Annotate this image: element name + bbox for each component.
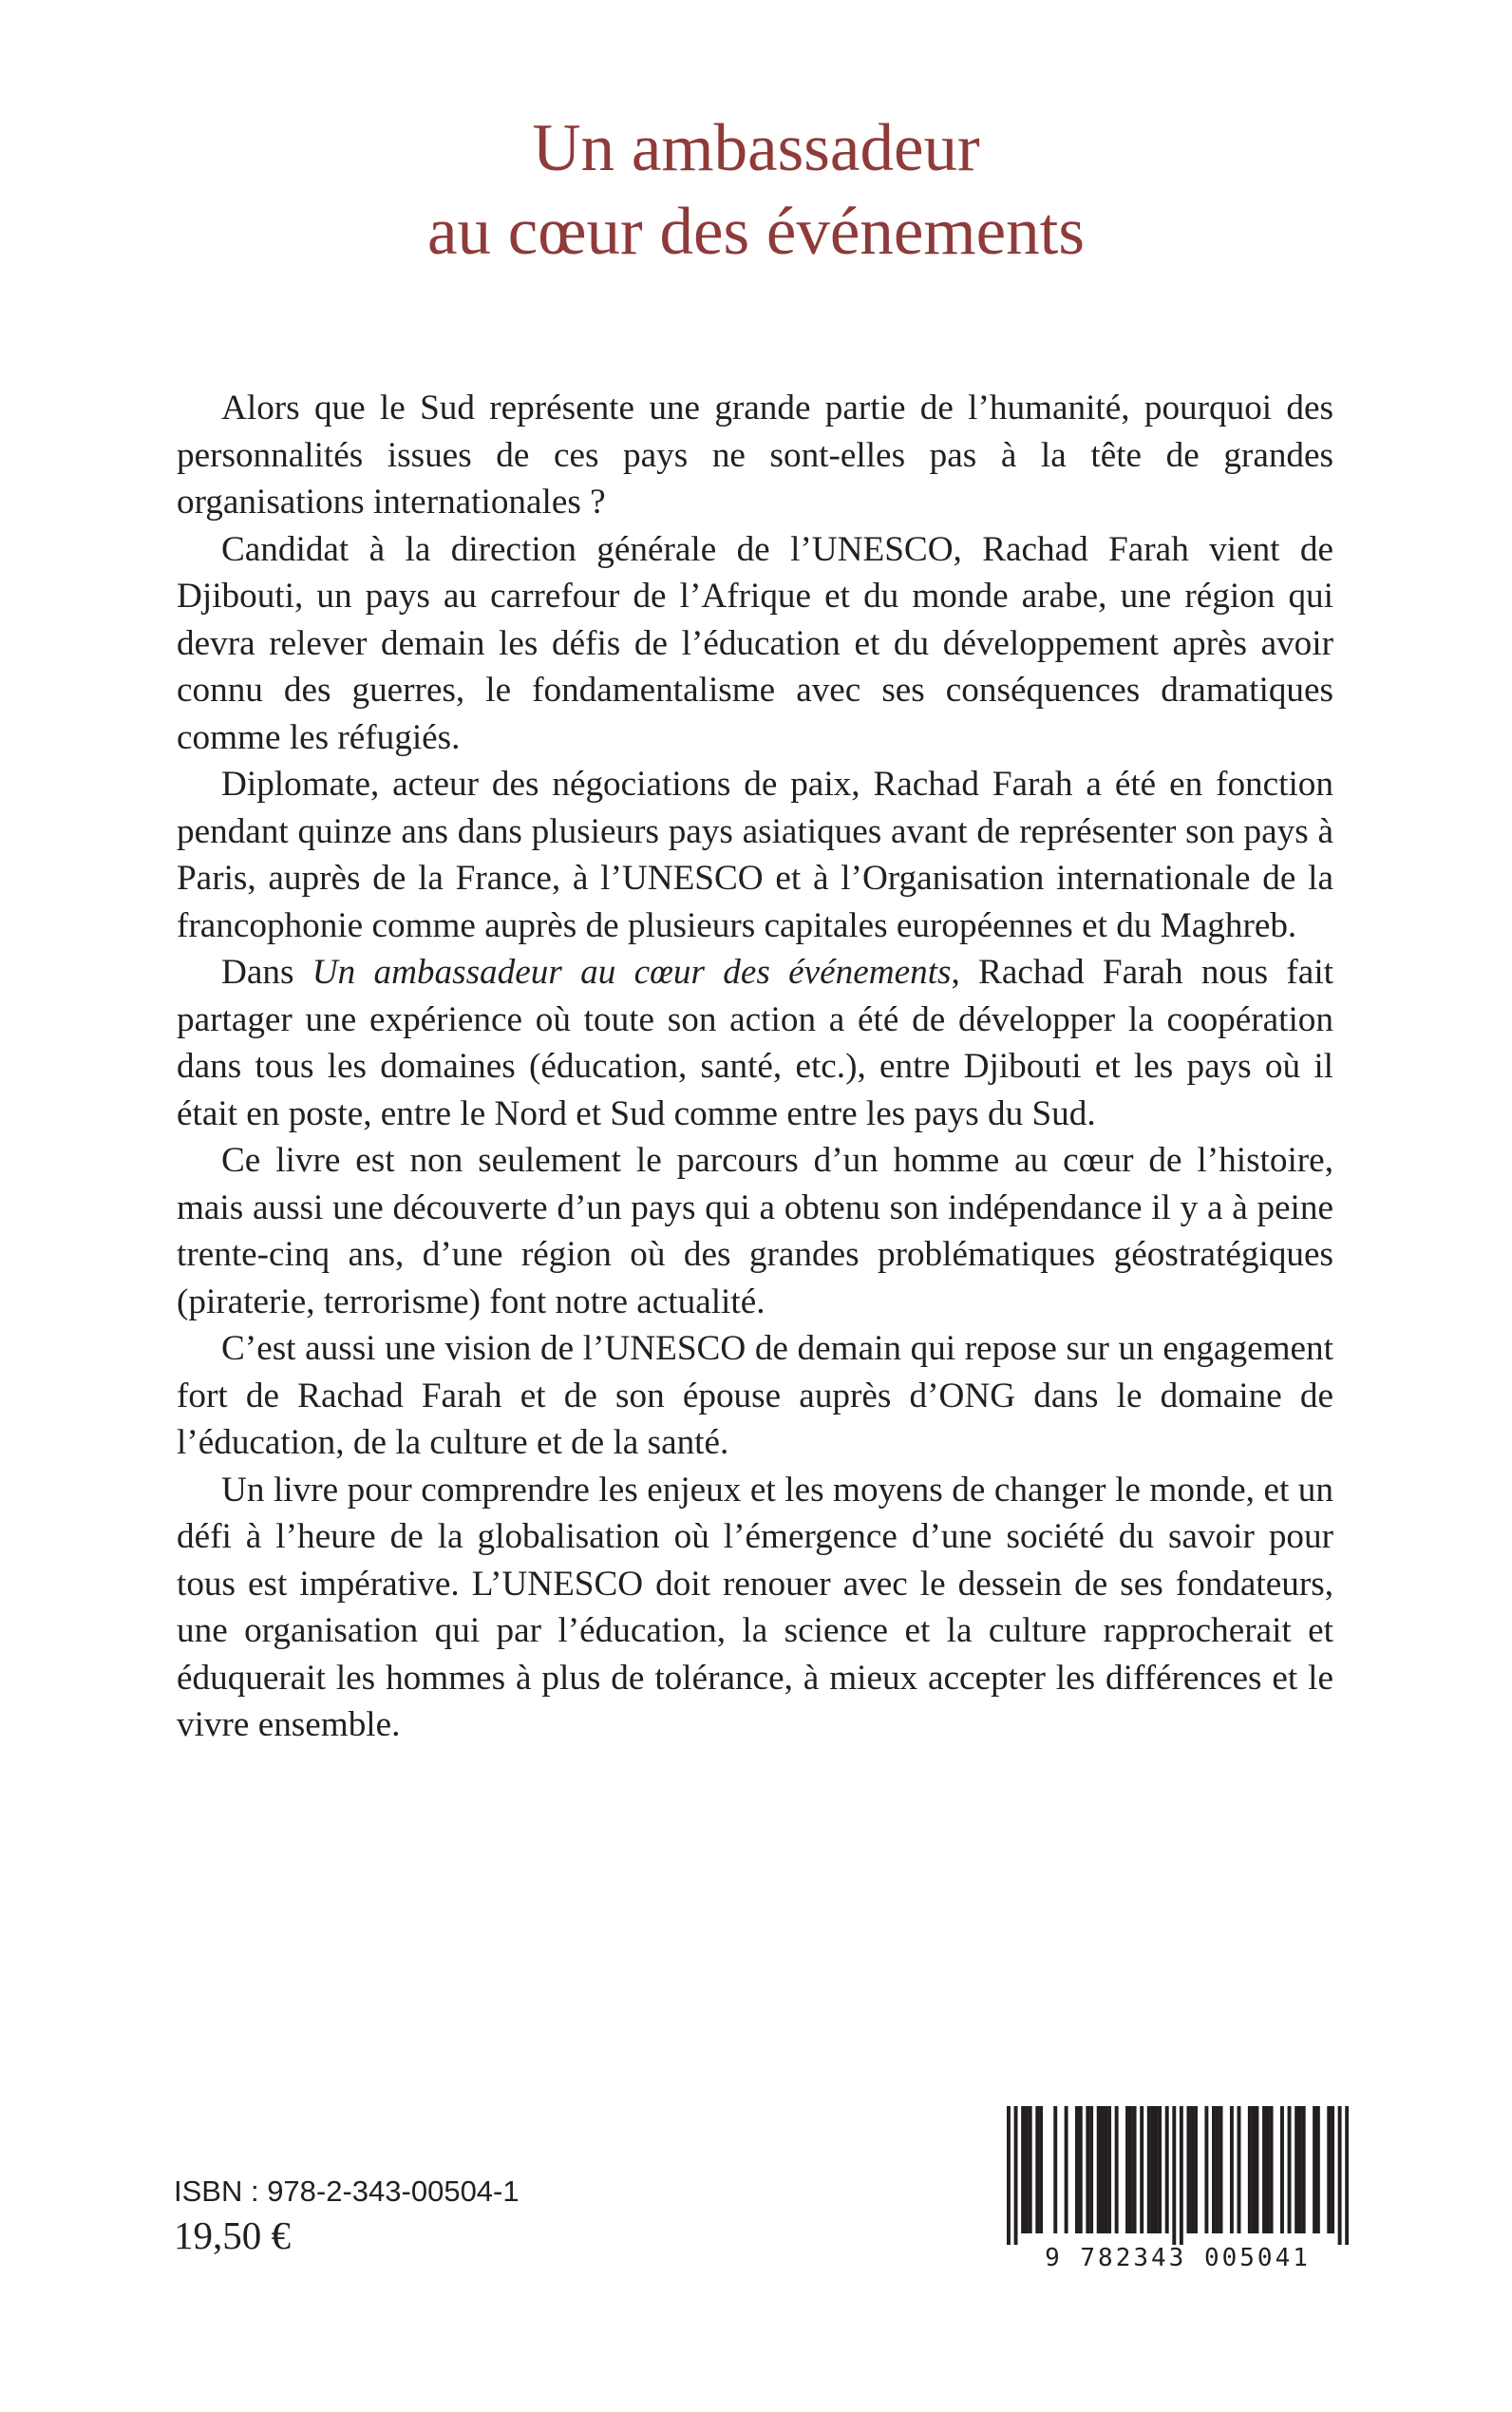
barcode-bar	[1262, 2106, 1266, 2233]
barcode-bar	[1133, 2106, 1137, 2233]
barcode-bar	[1190, 2106, 1194, 2233]
barcode-bar	[1255, 2106, 1258, 2233]
isbn-number: ISBN : 978-2-343-00504-1	[174, 2175, 520, 2208]
book-title-italic: Un ambassadeur au cœur des événements	[312, 953, 952, 992]
barcode-bar	[1065, 2106, 1068, 2233]
barcode-bar	[1270, 2106, 1274, 2233]
barcode-bar	[1302, 2106, 1306, 2233]
barcode-bar	[1212, 2106, 1216, 2233]
blurb-paragraph-2: Candidat à la direction générale de l’UNESCO, Rachad Farah vient de Djibouti, un pays au carrefour de l’Afrique et du monde arabe, une région qui devra relever demain les défis de l’éducation et du développement après avoir connu des guerres, le fondamentalisme avec ses conséquences dramatiques comme les réfugiés.	[177, 529, 1333, 757]
barcode-bar	[1288, 2106, 1292, 2233]
barcode-bar	[1266, 2106, 1270, 2233]
barcode-bar	[1345, 2106, 1349, 2245]
barcode-bar	[1089, 2106, 1093, 2233]
barcode-bar	[1154, 2106, 1158, 2233]
blurb-paragraph-4-start: Dans	[221, 953, 312, 992]
book-title-line-1: Un ambassadeur	[532, 111, 980, 185]
barcode-bar	[1313, 2106, 1316, 2233]
barcode-bar	[1107, 2106, 1111, 2233]
back-cover-blurb	[177, 385, 1333, 1749]
barcode-bar	[1331, 2106, 1334, 2233]
barcode-bar	[1151, 2106, 1155, 2233]
barcode-bar	[1248, 2106, 1252, 2233]
barcode-bar	[1104, 2106, 1107, 2233]
barcode-bar	[1053, 2106, 1057, 2233]
blurb-paragraph-1: Alors que le Sud représente une grande partie de l’humanité, pourquoi des personnalités issues de ces pays ne sont-elles pas à la tête de grandes organisations internationales ?	[177, 389, 1333, 522]
barcode-bar	[1186, 2106, 1190, 2233]
barcode-bar	[1327, 2106, 1331, 2233]
barcode-digits: 9 782343 005041	[1045, 2244, 1311, 2272]
blurb-paragraph-7: Un livre pour comprendre les enjeux et les moyens de changer le monde, et un défi à l’heure de la globalisation où l’émergence d’une société du savoir pour tous est impérative. L’UNESCO doit renouer avec le dessein de ses fondateurs, une organisation qui par l’éducation, la science et la culture rapprocherait et éduquerait les hommes à plus de tolérance, à mieux accepter les différences et le vivre ensemble.	[177, 1470, 1333, 1744]
barcode-bar	[1125, 2106, 1129, 2233]
barcode-bar	[1014, 2106, 1018, 2245]
barcode-bar	[1075, 2106, 1079, 2233]
barcode-bar	[1029, 2106, 1032, 2233]
barcode-bar	[1039, 2106, 1043, 2233]
barcode-bar	[1280, 2106, 1284, 2233]
barcode-bar	[1086, 2106, 1089, 2233]
barcode-bar	[1295, 2106, 1298, 2233]
barcode-bar	[1129, 2106, 1133, 2233]
barcode-bar	[1252, 2106, 1256, 2233]
barcode-bar	[1147, 2106, 1151, 2233]
barcode-bar	[1007, 2106, 1011, 2245]
blurb-paragraph-4	[177, 949, 1333, 1137]
barcode-bar	[1140, 2106, 1143, 2233]
barcode-bar	[1115, 2106, 1119, 2233]
barcode-bar	[1219, 2106, 1223, 2233]
barcode-bar	[1021, 2106, 1025, 2233]
barcode-bar	[1165, 2106, 1169, 2233]
barcode-bar	[1097, 2106, 1101, 2233]
barcode-bars	[1007, 2106, 1349, 2245]
blurb-paragraph-4-end: , Rachad Farah nous fait partager une expérience où toute son action a été de développer la coopération dans tous les domaines (éducation, santé, etc.), entre Djibouti et les pays où il était en poste, entre le Nord et Sud comme entre les pays du Sud.	[177, 953, 1333, 1133]
barcode-bar	[1316, 2106, 1320, 2233]
barcode-bar	[1079, 2106, 1083, 2233]
blurb-paragraph-6: C’est aussi une vision de l’UNESCO de demain qui repose sur un engagement fort de Rachad Farah et de son épouse auprès d’ONG dans le domaine de l’éducation, de la culture et de la santé.	[177, 1329, 1333, 1462]
barcode-bar	[1158, 2106, 1162, 2233]
barcode-bar	[1338, 2106, 1342, 2245]
barcode-bar	[1230, 2106, 1234, 2233]
barcode-bar	[1204, 2106, 1208, 2233]
barcode-bar	[1194, 2106, 1198, 2233]
barcode-bar	[1172, 2106, 1176, 2245]
barcode-bar	[1238, 2106, 1241, 2233]
barcode-bar	[1035, 2106, 1039, 2233]
book-title	[0, 106, 1512, 274]
barcode-bar	[1298, 2106, 1302, 2233]
barcode-bar	[1101, 2106, 1105, 2233]
blurb-paragraph-5: Ce livre est non seulement le parcours d’un homme au cœur de l’histoire, mais aussi une découverte d’un pays qui a obtenu son indépendance il y a à peine trente-cinq ans, d’une région où des grandes problématiques géostratégiques (piraterie, terrorisme) font notre actualité.	[177, 1141, 1333, 1321]
book-title-line-2: au cœur des événements	[427, 195, 1085, 269]
price-label: 19,50 €	[174, 2213, 291, 2257]
barcode-bar	[1180, 2106, 1183, 2245]
barcode	[1007, 2106, 1349, 2277]
barcode-bar	[1025, 2106, 1029, 2233]
barcode-bar	[1216, 2106, 1219, 2233]
blurb-paragraph-3: Diplomate, acteur des négociations de paix, Rachad Farah a été en fonction pendant quinze ans dans plusieurs pays asiatiques avant de représenter son pays à Paris, auprès de la France, à l’UNESCO et à l’Organisation internationale de la francophonie comme auprès de plusieurs capitales européennes et du Maghreb.	[177, 765, 1333, 945]
